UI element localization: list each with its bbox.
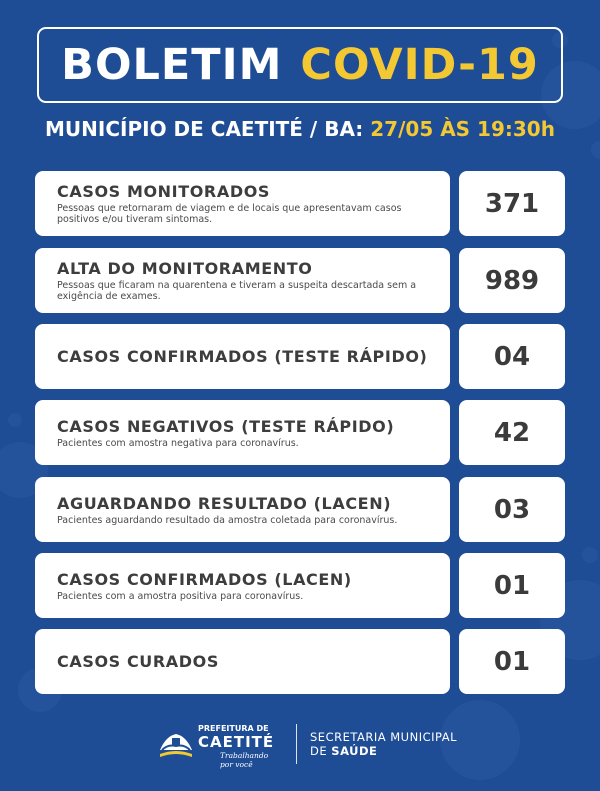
- subtitle: [0, 117, 600, 141]
- logo-city-text: CAETITÉ: [198, 733, 275, 751]
- stat-value: 371: [459, 171, 565, 236]
- subtitle-municipality: MUNICÍPIO DE CAETITÉ / BA:: [45, 117, 364, 141]
- stat-value: 01: [459, 553, 565, 618]
- stat-label: AGUARDANDO RESULTADO (LACEN): [57, 493, 392, 513]
- secretaria-saude: SAÚDE: [331, 744, 378, 758]
- stat-value: 03: [459, 477, 565, 542]
- stat-card: [35, 171, 450, 236]
- stat-label: CASOS NEGATIVOS (TESTE RÁPIDO): [57, 416, 395, 436]
- stat-row-alta: [35, 248, 565, 313]
- stat-card: [35, 629, 450, 694]
- secretaria-line1: SECRETARIA MUNICIPAL: [310, 730, 457, 744]
- stat-value: 04: [459, 324, 565, 389]
- stat-row-monitorados: [35, 171, 565, 236]
- stat-description: Pessoas que ficaram na quarentena e tiveram a suspeita descartada sem a exigência de exames.: [57, 280, 417, 302]
- stat-description: Pacientes com a amostra positiva para coronavírus.: [57, 590, 304, 602]
- logo-prefeitura-text: PREFEITURA DE: [198, 724, 269, 733]
- stat-row-aguardando: [35, 477, 565, 542]
- stat-value: 42: [459, 400, 565, 465]
- stat-card: [35, 248, 450, 313]
- stat-label: CASOS MONITORADOS: [57, 182, 271, 201]
- title-covid: COVID-19: [300, 40, 539, 90]
- secretaria-de: DE: [310, 744, 328, 758]
- stat-label: CASOS CONFIRMADOS (TESTE RÁPIDO): [57, 347, 428, 366]
- title-box: [37, 27, 563, 103]
- stat-label: CASOS CURADOS: [57, 652, 219, 671]
- secretaria-label: [310, 730, 457, 758]
- footer-divider: [296, 724, 297, 764]
- stat-label: ALTA DO MONITORAMENTO: [57, 259, 313, 278]
- stat-row-curados: [35, 629, 565, 694]
- city-emblem-icon: [158, 726, 194, 762]
- logo-slogan-text: Trabalhando por você: [220, 751, 269, 769]
- secretaria-line2: [310, 744, 457, 758]
- stat-value: 989: [459, 248, 565, 313]
- stat-card: [35, 400, 450, 465]
- stat-description: Pacientes com amostra negativa para coronavírus.: [57, 437, 299, 449]
- subtitle-date: 27/05 ÀS 19:30h: [370, 117, 555, 141]
- stat-description: Pacientes aguardando resultado da amostra coletada para coronavírus.: [57, 514, 398, 526]
- stat-row-confirmados-teste: [35, 324, 565, 389]
- stat-label: CASOS CONFIRMADOS (LACEN): [57, 569, 352, 589]
- title-boletim: BOLETIM: [61, 40, 283, 90]
- stat-card: [35, 324, 450, 389]
- footer: [0, 718, 600, 768]
- prefeitura-logo: [158, 724, 283, 769]
- stat-card: [35, 553, 450, 618]
- stat-value: 01: [459, 629, 565, 694]
- stat-description: Pessoas que retornaram de viagem e de locais que apresentavam casos positivos e/ou tiveram sintomas.: [57, 203, 402, 225]
- stat-card: [35, 477, 450, 542]
- stat-row-negativos: [35, 400, 565, 465]
- stat-row-confirmados-lacen: [35, 553, 565, 618]
